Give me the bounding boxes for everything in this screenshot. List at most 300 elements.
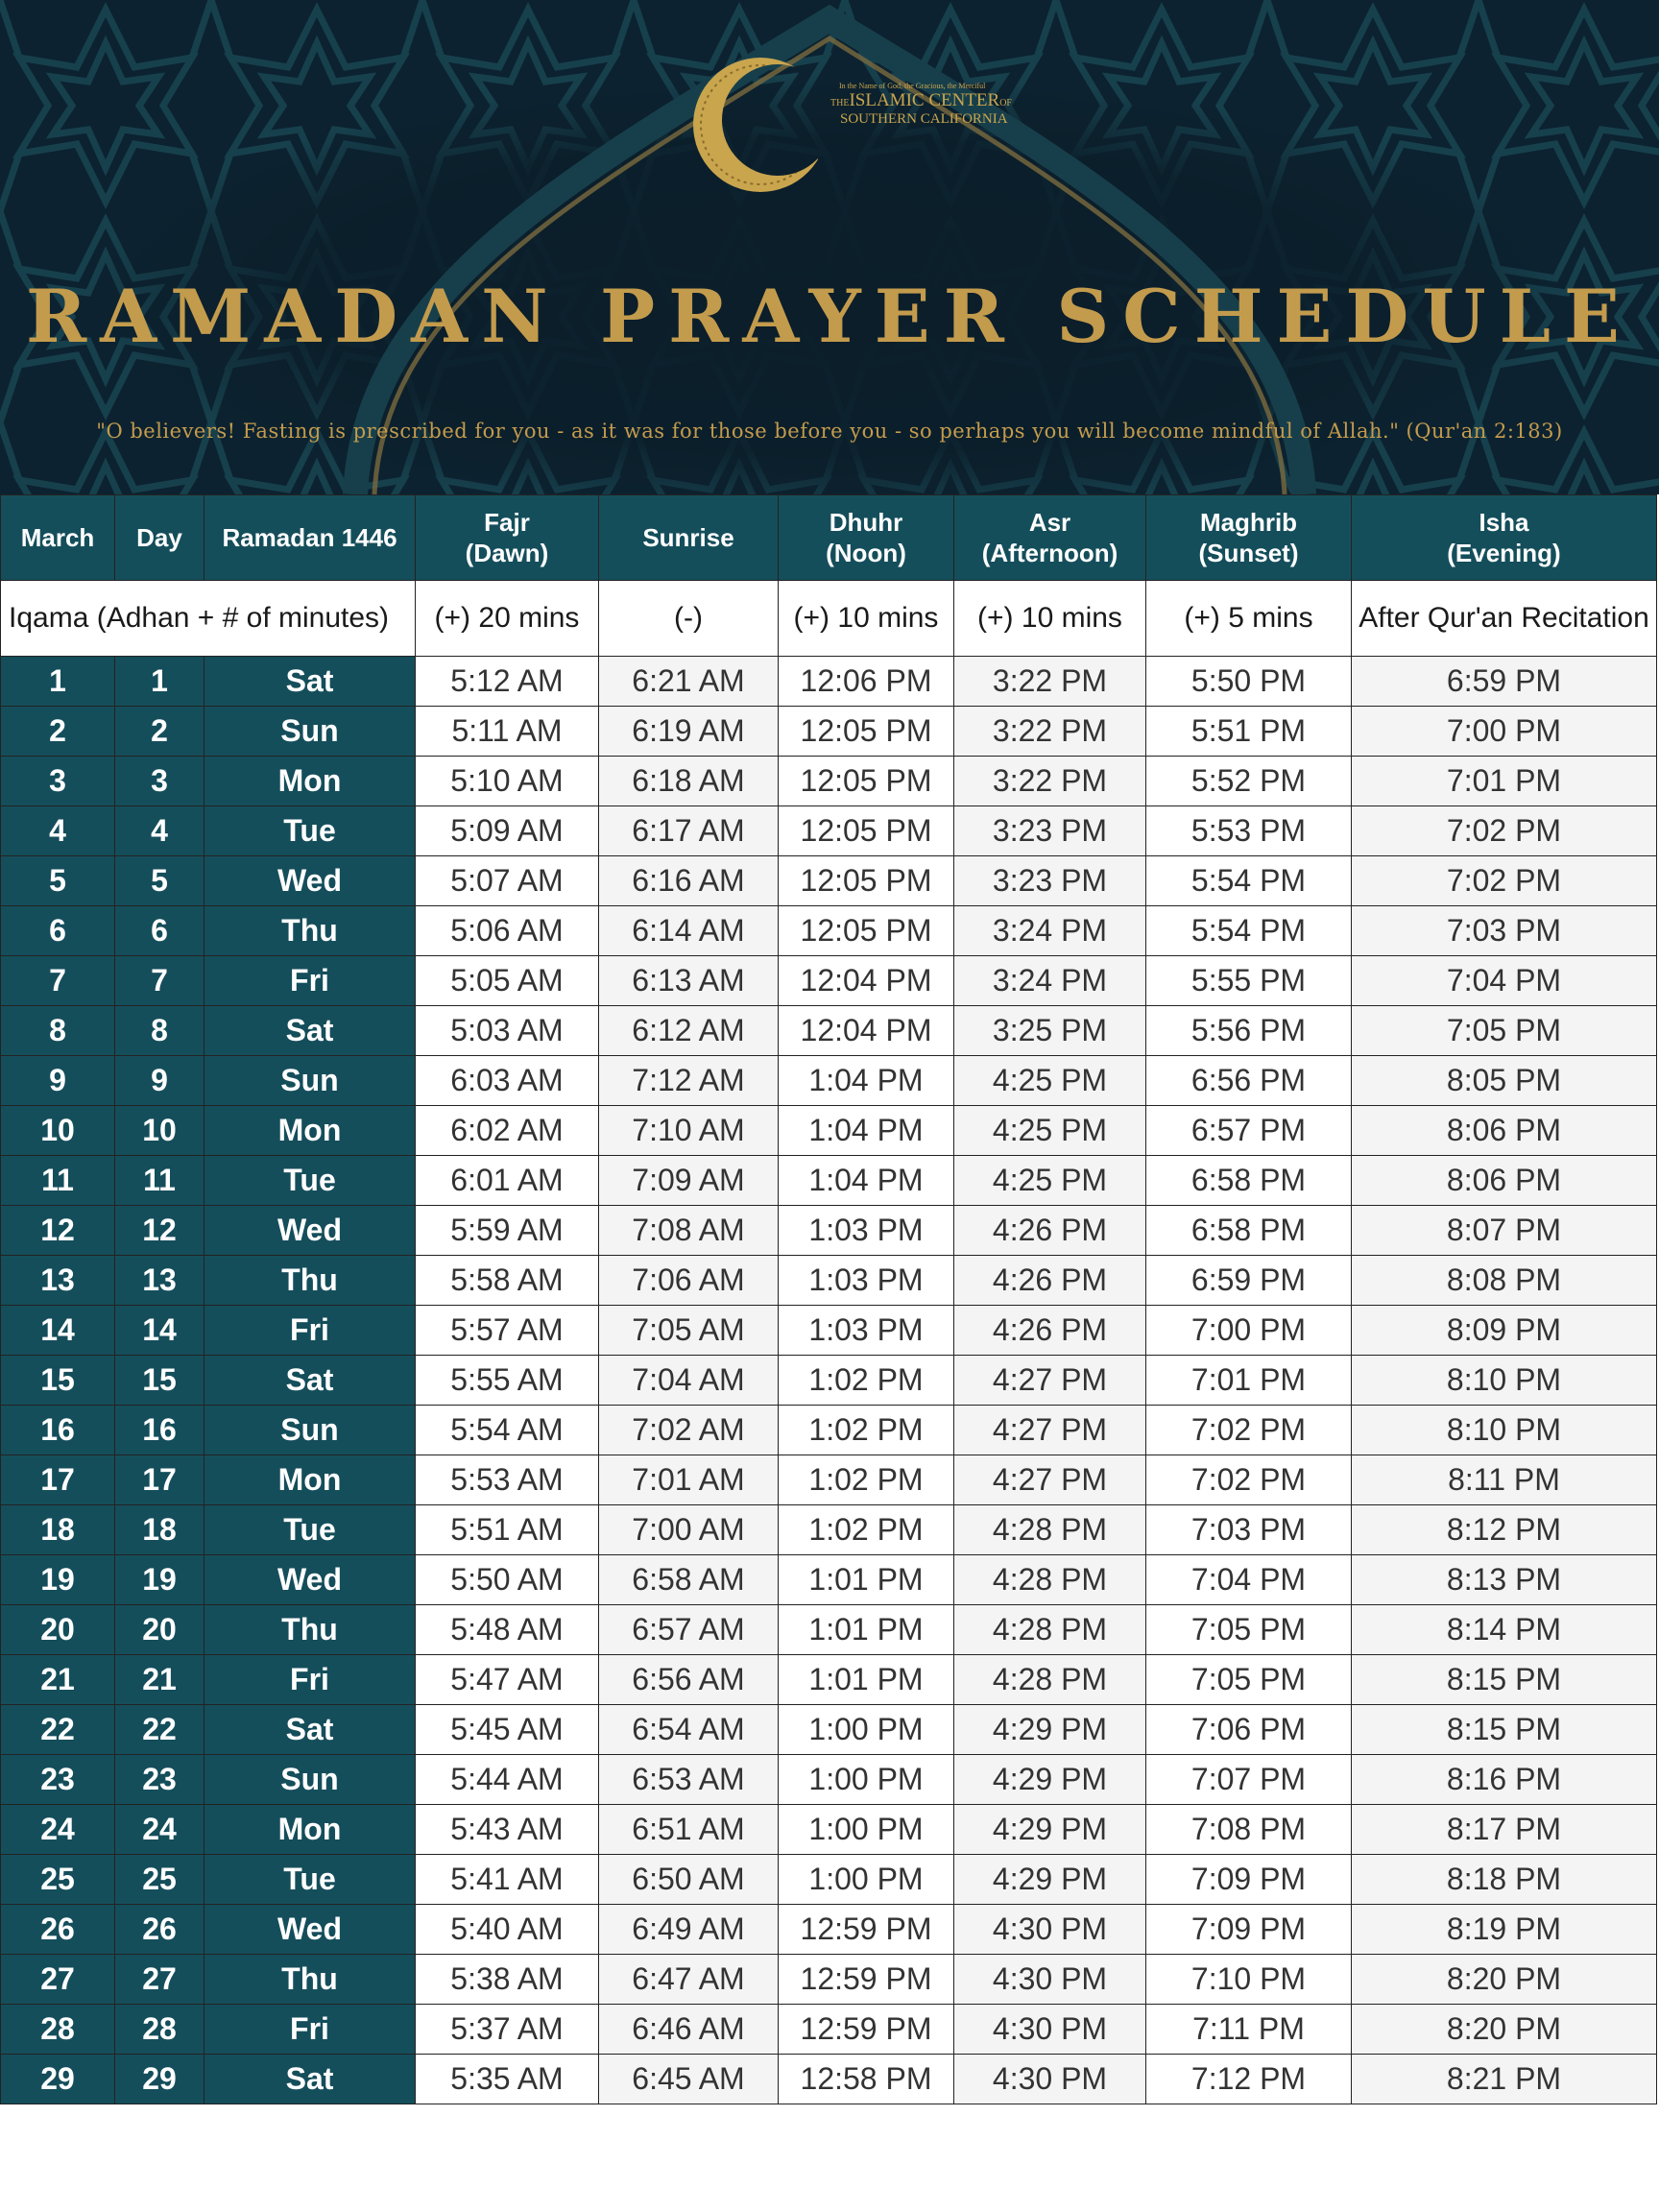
cell-dhuhr: 1:04 PM: [779, 1156, 954, 1206]
cell-fajr: 5:57 AM: [416, 1306, 599, 1356]
cell-asr: 4:29 PM: [954, 1705, 1146, 1755]
cell-sunrise: 7:05 AM: [599, 1306, 779, 1356]
cell-asr: 4:26 PM: [954, 1206, 1146, 1256]
cell-ramadan: Thu: [204, 1256, 416, 1306]
cell-asr: 4:29 PM: [954, 1805, 1146, 1855]
cell-asr: 4:28 PM: [954, 1605, 1146, 1655]
cell-maghrib: 7:05 PM: [1146, 1655, 1352, 1705]
cell-march: 15: [1, 1356, 115, 1406]
cell-isha: 8:15 PM: [1352, 1705, 1657, 1755]
cell-ramadan: Fri: [204, 1306, 416, 1356]
cell-sunrise: 6:12 AM: [599, 1006, 779, 1056]
logo: [693, 53, 1012, 197]
cell-march: 26: [1, 1905, 115, 1955]
cell-ramadan: Tue: [204, 806, 416, 856]
cell-fajr: 5:11 AM: [416, 707, 599, 757]
cell-maghrib: 7:10 PM: [1146, 1955, 1352, 2005]
column-header-label: Ramadan 1446: [222, 523, 397, 552]
iqama-value-sunrise: (-): [599, 581, 779, 657]
cell-asr: 4:26 PM: [954, 1256, 1146, 1306]
cell-day: 8: [115, 1006, 204, 1056]
table-row: [1, 1755, 1657, 1805]
cell-day: 25: [115, 1855, 204, 1905]
table-row: [1, 956, 1657, 1006]
cell-sunrise: 7:12 AM: [599, 1056, 779, 1106]
cell-fajr: 5:37 AM: [416, 2005, 599, 2055]
cell-fajr: 5:41 AM: [416, 1855, 599, 1905]
cell-march: 29: [1, 2055, 115, 2104]
cell-fajr: 5:05 AM: [416, 956, 599, 1006]
cell-sunrise: 7:00 AM: [599, 1505, 779, 1555]
cell-day: 4: [115, 806, 204, 856]
table-row: [1, 1256, 1657, 1306]
cell-fajr: 5:51 AM: [416, 1505, 599, 1555]
cell-asr: 4:27 PM: [954, 1356, 1146, 1406]
cell-dhuhr: 12:05 PM: [779, 856, 954, 906]
cell-sunrise: 6:14 AM: [599, 906, 779, 956]
cell-isha: 8:13 PM: [1352, 1555, 1657, 1605]
cell-isha: 8:10 PM: [1352, 1356, 1657, 1406]
cell-dhuhr: 1:02 PM: [779, 1406, 954, 1455]
cell-maghrib: 7:09 PM: [1146, 1855, 1352, 1905]
cell-asr: 3:22 PM: [954, 707, 1146, 757]
table-row: [1, 707, 1657, 757]
column-header-sublabel: (Afternoon): [981, 539, 1118, 567]
cell-march: 2: [1, 707, 115, 757]
cell-dhuhr: 12:58 PM: [779, 2055, 954, 2104]
table-row: [1, 1306, 1657, 1356]
cell-day: 5: [115, 856, 204, 906]
cell-ramadan: Sun: [204, 707, 416, 757]
cell-dhuhr: 1:04 PM: [779, 1056, 954, 1106]
table-row: [1, 1455, 1657, 1505]
cell-asr: 4:28 PM: [954, 1655, 1146, 1705]
cell-sunrise: 7:08 AM: [599, 1206, 779, 1256]
cell-day: 16: [115, 1406, 204, 1455]
cell-maghrib: 7:11 PM: [1146, 2005, 1352, 2055]
table-row: [1, 1356, 1657, 1406]
cell-day: 29: [115, 2055, 204, 2104]
cell-maghrib: 7:12 PM: [1146, 2055, 1352, 2104]
cell-day: 6: [115, 906, 204, 956]
cell-isha: 8:14 PM: [1352, 1605, 1657, 1655]
column-header-day: [115, 495, 204, 581]
cell-march: 6: [1, 906, 115, 956]
cell-day: 27: [115, 1955, 204, 2005]
cell-march: 12: [1, 1206, 115, 1256]
cell-dhuhr: 12:04 PM: [779, 1006, 954, 1056]
cell-sunrise: 6:56 AM: [599, 1655, 779, 1705]
table-row: [1, 657, 1657, 707]
cell-dhuhr: 1:00 PM: [779, 1755, 954, 1805]
column-header-label: Day: [136, 523, 182, 552]
table-row: [1, 1555, 1657, 1605]
column-header-label: March: [20, 523, 95, 552]
cell-dhuhr: 12:05 PM: [779, 757, 954, 806]
cell-maghrib: 6:59 PM: [1146, 1256, 1352, 1306]
cell-ramadan: Thu: [204, 1605, 416, 1655]
table-row: [1, 1056, 1657, 1106]
cell-asr: 3:23 PM: [954, 856, 1146, 906]
cell-ramadan: Fri: [204, 2005, 416, 2055]
cell-dhuhr: 1:02 PM: [779, 1455, 954, 1505]
cell-sunrise: 7:06 AM: [599, 1256, 779, 1306]
cell-maghrib: 7:07 PM: [1146, 1755, 1352, 1805]
column-header-maghrib: [1146, 495, 1352, 581]
cell-maghrib: 5:52 PM: [1146, 757, 1352, 806]
cell-maghrib: 6:58 PM: [1146, 1156, 1352, 1206]
iqama-value-asr: (+) 10 mins: [954, 581, 1146, 657]
cell-fajr: 5:48 AM: [416, 1605, 599, 1655]
column-header-fajr: [416, 495, 599, 581]
table-row: [1, 1206, 1657, 1256]
iqama-value-dhuhr: (+) 10 mins: [779, 581, 954, 657]
column-header-sublabel: (Dawn): [465, 539, 549, 567]
cell-asr: 4:30 PM: [954, 2005, 1146, 2055]
cell-ramadan: Mon: [204, 1106, 416, 1156]
cell-march: 16: [1, 1406, 115, 1455]
cell-day: 28: [115, 2005, 204, 2055]
table-row: [1, 1006, 1657, 1056]
cell-day: 11: [115, 1156, 204, 1206]
cell-march: 28: [1, 2005, 115, 2055]
table-row: [1, 1905, 1657, 1955]
cell-asr: 4:25 PM: [954, 1056, 1146, 1106]
cell-maghrib: 5:56 PM: [1146, 1006, 1352, 1056]
cell-isha: 7:02 PM: [1352, 856, 1657, 906]
table-row: [1, 1156, 1657, 1206]
table-row: [1, 1855, 1657, 1905]
cell-asr: 4:29 PM: [954, 1755, 1146, 1805]
cell-maghrib: 6:58 PM: [1146, 1206, 1352, 1256]
cell-day: 20: [115, 1605, 204, 1655]
cell-sunrise: 7:04 AM: [599, 1356, 779, 1406]
cell-sunrise: 6:53 AM: [599, 1755, 779, 1805]
cell-asr: 3:25 PM: [954, 1006, 1146, 1056]
cell-day: 26: [115, 1905, 204, 1955]
cell-asr: 3:23 PM: [954, 806, 1146, 856]
cell-day: 24: [115, 1805, 204, 1855]
cell-isha: 8:21 PM: [1352, 2055, 1657, 2104]
cell-asr: 4:29 PM: [954, 1855, 1146, 1905]
column-header-asr: [954, 495, 1146, 581]
cell-isha: 6:59 PM: [1352, 657, 1657, 707]
cell-isha: 7:04 PM: [1352, 956, 1657, 1006]
cell-march: 11: [1, 1156, 115, 1206]
cell-march: 14: [1, 1306, 115, 1356]
table-row: [1, 806, 1657, 856]
cell-march: 7: [1, 956, 115, 1006]
column-header-sublabel: (Noon): [826, 539, 906, 567]
cell-march: 10: [1, 1106, 115, 1156]
cell-ramadan: Thu: [204, 906, 416, 956]
cell-march: 9: [1, 1056, 115, 1106]
cell-ramadan: Mon: [204, 757, 416, 806]
cell-isha: 8:06 PM: [1352, 1156, 1657, 1206]
cell-isha: 7:00 PM: [1352, 707, 1657, 757]
prayer-schedule-table: [0, 494, 1657, 2104]
cell-asr: 4:27 PM: [954, 1455, 1146, 1505]
cell-fajr: 5:35 AM: [416, 2055, 599, 2104]
cell-isha: 8:20 PM: [1352, 2005, 1657, 2055]
table-row: [1, 1406, 1657, 1455]
cell-dhuhr: 1:04 PM: [779, 1106, 954, 1156]
cell-isha: 7:03 PM: [1352, 906, 1657, 956]
table-row: [1, 1655, 1657, 1705]
table-row: [1, 1705, 1657, 1755]
cell-march: 23: [1, 1755, 115, 1805]
logo-tagline: In the Name of God, the Gracious, the Merciful: [839, 82, 986, 90]
table-row: [1, 1805, 1657, 1855]
cell-march: 22: [1, 1705, 115, 1755]
cell-asr: 4:30 PM: [954, 2055, 1146, 2104]
cell-sunrise: 7:02 AM: [599, 1406, 779, 1455]
cell-ramadan: Mon: [204, 1805, 416, 1855]
cell-day: 18: [115, 1505, 204, 1555]
cell-fajr: 5:58 AM: [416, 1256, 599, 1306]
cell-sunrise: 6:51 AM: [599, 1805, 779, 1855]
cell-march: 3: [1, 757, 115, 806]
cell-sunrise: 6:18 AM: [599, 757, 779, 806]
cell-ramadan: Tue: [204, 1855, 416, 1905]
cell-day: 19: [115, 1555, 204, 1605]
cell-dhuhr: 1:01 PM: [779, 1555, 954, 1605]
column-header-ramadan: [204, 495, 416, 581]
cell-march: 27: [1, 1955, 115, 2005]
cell-maghrib: 5:54 PM: [1146, 906, 1352, 956]
cell-maghrib: 7:02 PM: [1146, 1455, 1352, 1505]
iqama-value-fajr: (+) 20 mins: [416, 581, 599, 657]
column-header-sublabel: (Sunset): [1198, 539, 1299, 567]
cell-ramadan: Sat: [204, 657, 416, 707]
cell-maghrib: 7:01 PM: [1146, 1356, 1352, 1406]
cell-asr: 4:28 PM: [954, 1555, 1146, 1605]
cell-isha: 8:08 PM: [1352, 1256, 1657, 1306]
cell-isha: 8:17 PM: [1352, 1805, 1657, 1855]
cell-dhuhr: 12:05 PM: [779, 906, 954, 956]
cell-march: 4: [1, 806, 115, 856]
crescent-icon: [693, 53, 818, 197]
cell-isha: 8:15 PM: [1352, 1655, 1657, 1705]
cell-dhuhr: 1:03 PM: [779, 1256, 954, 1306]
cell-sunrise: 7:09 AM: [599, 1156, 779, 1206]
iqama-value-maghrib: (+) 5 mins: [1146, 581, 1352, 657]
page-title: RAMADAN PRAYER SCHEDULE: [26, 274, 1633, 359]
cell-dhuhr: 12:59 PM: [779, 2005, 954, 2055]
cell-fajr: 5:12 AM: [416, 657, 599, 707]
cell-fajr: 6:03 AM: [416, 1056, 599, 1106]
cell-isha: 8:12 PM: [1352, 1505, 1657, 1555]
column-header-isha: [1352, 495, 1657, 581]
cell-ramadan: Tue: [204, 1505, 416, 1555]
cell-sunrise: 6:19 AM: [599, 707, 779, 757]
cell-sunrise: 6:50 AM: [599, 1855, 779, 1905]
cell-fajr: 5:40 AM: [416, 1905, 599, 1955]
cell-isha: 8:19 PM: [1352, 1905, 1657, 1955]
cell-isha: 8:10 PM: [1352, 1406, 1657, 1455]
cell-day: 15: [115, 1356, 204, 1406]
cell-sunrise: 6:49 AM: [599, 1905, 779, 1955]
cell-fajr: 5:50 AM: [416, 1555, 599, 1605]
cell-fajr: 5:38 AM: [416, 1955, 599, 2005]
cell-ramadan: Thu: [204, 1955, 416, 2005]
cell-asr: 4:26 PM: [954, 1306, 1146, 1356]
cell-maghrib: 6:56 PM: [1146, 1056, 1352, 1106]
cell-isha: 7:05 PM: [1352, 1006, 1657, 1056]
logo-name-line1: THEISLAMIC CENTEROF: [830, 90, 1012, 110]
cell-sunrise: 6:58 AM: [599, 1555, 779, 1605]
iqama-value-isha: After Qur'an Recitation: [1352, 581, 1657, 657]
cell-day: 23: [115, 1755, 204, 1805]
table-header-row: [1, 495, 1657, 581]
cell-march: 8: [1, 1006, 115, 1056]
cell-isha: 8:05 PM: [1352, 1056, 1657, 1106]
cell-dhuhr: 1:00 PM: [779, 1805, 954, 1855]
cell-day: 17: [115, 1455, 204, 1505]
cell-asr: 3:24 PM: [954, 956, 1146, 1006]
cell-march: 19: [1, 1555, 115, 1605]
column-header-label: Asr: [1028, 508, 1071, 537]
cell-isha: 8:06 PM: [1352, 1106, 1657, 1156]
cell-fajr: 5:03 AM: [416, 1006, 599, 1056]
column-header-dhuhr: [779, 495, 954, 581]
cell-sunrise: 6:46 AM: [599, 2005, 779, 2055]
cell-fajr: 5:47 AM: [416, 1655, 599, 1705]
cell-fajr: 6:02 AM: [416, 1106, 599, 1156]
column-header-march: [1, 495, 115, 581]
cell-dhuhr: 12:59 PM: [779, 1955, 954, 2005]
table-row: [1, 856, 1657, 906]
table-row: [1, 1505, 1657, 1555]
cell-sunrise: 6:21 AM: [599, 657, 779, 707]
cell-day: 14: [115, 1306, 204, 1356]
cell-march: 18: [1, 1505, 115, 1555]
cell-march: 1: [1, 657, 115, 707]
cell-isha: 8:07 PM: [1352, 1206, 1657, 1256]
cell-march: 25: [1, 1855, 115, 1905]
cell-day: 3: [115, 757, 204, 806]
cell-sunrise: 6:57 AM: [599, 1605, 779, 1655]
cell-dhuhr: 12:59 PM: [779, 1905, 954, 1955]
cell-dhuhr: 1:03 PM: [779, 1206, 954, 1256]
column-header-sunrise: [599, 495, 779, 581]
cell-dhuhr: 1:00 PM: [779, 1855, 954, 1905]
cell-fajr: 5:06 AM: [416, 906, 599, 956]
cell-maghrib: 7:06 PM: [1146, 1705, 1352, 1755]
cell-maghrib: 7:08 PM: [1146, 1805, 1352, 1855]
cell-isha: 8:11 PM: [1352, 1455, 1657, 1505]
cell-fajr: 5:45 AM: [416, 1705, 599, 1755]
cell-ramadan: Tue: [204, 1156, 416, 1206]
column-header-label: Fajr: [484, 508, 530, 537]
cell-sunrise: 6:13 AM: [599, 956, 779, 1006]
cell-maghrib: 5:50 PM: [1146, 657, 1352, 707]
cell-day: 1: [115, 657, 204, 707]
cell-march: 21: [1, 1655, 115, 1705]
cell-asr: 4:30 PM: [954, 1905, 1146, 1955]
table-row: [1, 1605, 1657, 1655]
cell-dhuhr: 1:02 PM: [779, 1356, 954, 1406]
cell-maghrib: 7:00 PM: [1146, 1306, 1352, 1356]
table-row: [1, 1955, 1657, 2005]
cell-fajr: 5:09 AM: [416, 806, 599, 856]
cell-isha: 7:01 PM: [1352, 757, 1657, 806]
logo-name-line2: SOUTHERN CALIFORNIA: [840, 111, 1008, 127]
cell-asr: 4:30 PM: [954, 1955, 1146, 2005]
cell-ramadan: Wed: [204, 1905, 416, 1955]
cell-dhuhr: 1:00 PM: [779, 1705, 954, 1755]
table-row: [1, 1106, 1657, 1156]
cell-sunrise: 7:01 AM: [599, 1455, 779, 1505]
cell-ramadan: Sun: [204, 1056, 416, 1106]
quran-verse: "O believers! Fasting is prescribed for you - as it was for those before you - so perhaps you will become mindful of Allah." (Qur'an 2:183): [96, 420, 1563, 443]
cell-maghrib: 7:05 PM: [1146, 1605, 1352, 1655]
cell-day: 21: [115, 1655, 204, 1705]
cell-asr: 4:25 PM: [954, 1156, 1146, 1206]
cell-isha: 8:16 PM: [1352, 1755, 1657, 1805]
cell-dhuhr: 1:02 PM: [779, 1505, 954, 1555]
cell-ramadan: Wed: [204, 856, 416, 906]
cell-sunrise: 6:45 AM: [599, 2055, 779, 2104]
cell-isha: 8:20 PM: [1352, 1955, 1657, 2005]
cell-sunrise: 6:54 AM: [599, 1705, 779, 1755]
cell-day: 7: [115, 956, 204, 1006]
cell-march: 24: [1, 1805, 115, 1855]
cell-maghrib: 5:55 PM: [1146, 956, 1352, 1006]
column-header-label: Sunrise: [642, 523, 734, 552]
cell-fajr: 6:01 AM: [416, 1156, 599, 1206]
cell-fajr: 5:59 AM: [416, 1206, 599, 1256]
cell-ramadan: Sat: [204, 2055, 416, 2104]
cell-ramadan: Wed: [204, 1555, 416, 1605]
cell-dhuhr: 12:06 PM: [779, 657, 954, 707]
cell-maghrib: 6:57 PM: [1146, 1106, 1352, 1156]
iqama-row: [1, 581, 1657, 657]
cell-ramadan: Mon: [204, 1455, 416, 1505]
cell-dhuhr: 12:05 PM: [779, 806, 954, 856]
cell-dhuhr: 12:04 PM: [779, 956, 954, 1006]
cell-fajr: 5:55 AM: [416, 1356, 599, 1406]
cell-dhuhr: 12:05 PM: [779, 707, 954, 757]
cell-day: 12: [115, 1206, 204, 1256]
cell-dhuhr: 1:01 PM: [779, 1655, 954, 1705]
cell-day: 9: [115, 1056, 204, 1106]
column-header-sublabel: (Evening): [1447, 539, 1561, 567]
cell-ramadan: Sun: [204, 1406, 416, 1455]
cell-ramadan: Sun: [204, 1755, 416, 1805]
cell-isha: 8:09 PM: [1352, 1306, 1657, 1356]
cell-asr: 4:25 PM: [954, 1106, 1146, 1156]
cell-ramadan: Fri: [204, 1655, 416, 1705]
column-header-label: Dhuhr: [829, 508, 903, 537]
cell-fajr: 5:44 AM: [416, 1755, 599, 1805]
cell-maghrib: 7:04 PM: [1146, 1555, 1352, 1605]
cell-maghrib: 5:53 PM: [1146, 806, 1352, 856]
cell-march: 13: [1, 1256, 115, 1306]
cell-ramadan: Wed: [204, 1206, 416, 1256]
cell-isha: 8:18 PM: [1352, 1855, 1657, 1905]
column-header-label: Maghrib: [1199, 508, 1298, 537]
cell-day: 13: [115, 1256, 204, 1306]
cell-sunrise: 6:17 AM: [599, 806, 779, 856]
cell-fajr: 5:54 AM: [416, 1406, 599, 1455]
cell-asr: 3:22 PM: [954, 657, 1146, 707]
table-row: [1, 2005, 1657, 2055]
cell-maghrib: 5:51 PM: [1146, 707, 1352, 757]
cell-fajr: 5:07 AM: [416, 856, 599, 906]
cell-dhuhr: 1:01 PM: [779, 1605, 954, 1655]
cell-day: 10: [115, 1106, 204, 1156]
